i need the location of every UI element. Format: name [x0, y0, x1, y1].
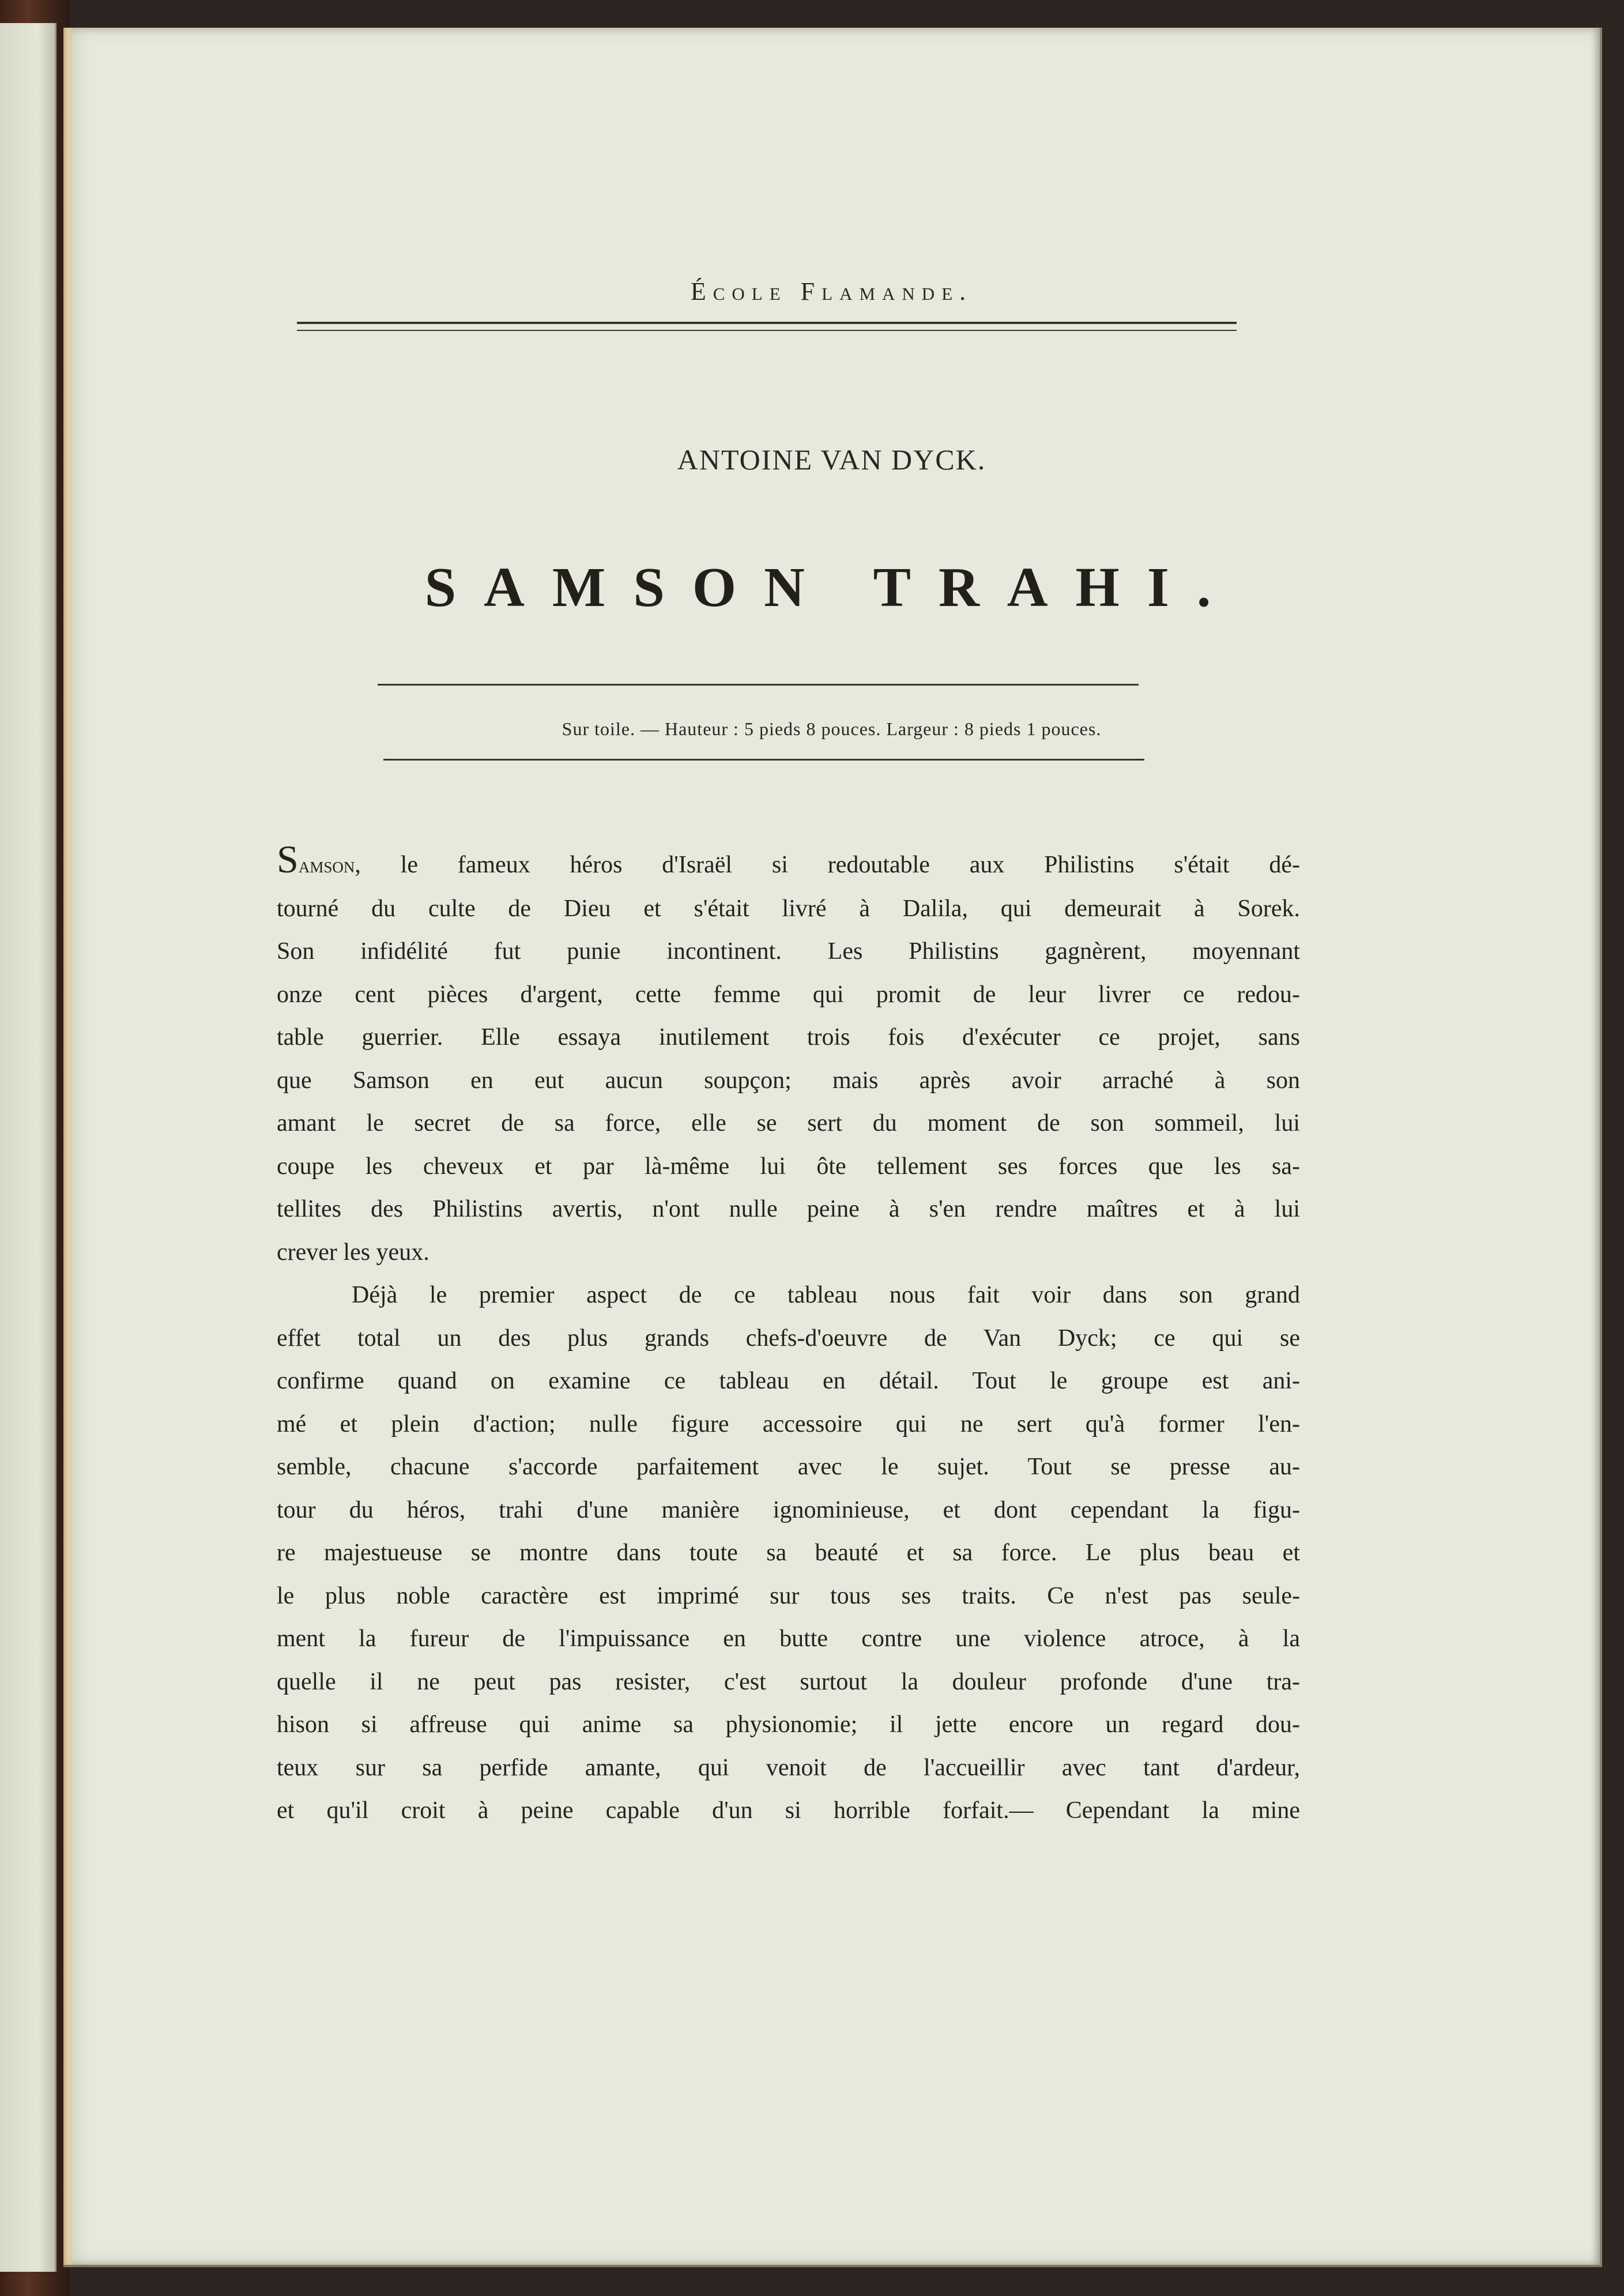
artwork-dimensions: Sur toile. — Hauteur : 5 pieds 8 pouces. Largeur : 8 pieds 1 pouces.: [562, 718, 1102, 739]
text-line: ment la fureur de l'impuissance en butte contre une violence atroce, à la: [277, 1625, 1300, 1652]
text-line: le plus noble caractère est imprimé sur tous ses traits. Ce n'est pas seule-: [277, 1582, 1300, 1609]
text-line: table guerrier. Elle essaya inutilement trois fois d'exécuter ce projet, sans: [277, 1024, 1300, 1051]
previous-page-edge: [0, 23, 56, 2272]
lead-word: amson: [298, 853, 355, 878]
author-name: ANTOINE VAN DYCK.: [677, 443, 986, 476]
page-gilt-edge: [63, 28, 71, 2265]
text-line: teux sur sa perfide amante, qui venoit de l'accueillir avec tant d'ardeur,: [277, 1754, 1300, 1781]
text-line: Son infidélité fut punie incontinent. Les Philistins gagnèrent, moyennant: [277, 938, 1300, 965]
text-line: effet total un des plus grands chefs-d'oeuvre de Van Dyck; ce qui se: [277, 1324, 1300, 1352]
paragraph-1: [277, 838, 1300, 1274]
text-line: semble, chacune s'accorde parfaitement avec le sujet. Tout se presse au-: [277, 1454, 1300, 1480]
text-line: coupe les cheveux et par là-même lui ôte tellement ses forces que les sa-: [277, 1153, 1300, 1180]
text-line: re majestueuse se montre dans toute sa beauté et sa force. Le plus beau et: [277, 1540, 1300, 1566]
body-text: [277, 838, 1300, 1832]
text-line: Déjà le premier aspect de ce tableau nous fait voir dans son grand: [352, 1282, 1300, 1308]
text-line: hison si affreuse qui anime sa physionomie; il jette encore un regard dou-: [277, 1711, 1300, 1738]
dimensions-top-rule: [378, 684, 1139, 686]
text-line: Samson, le fameux héros d'Israël si redoutable aux Philistins s'était dé-: [277, 837, 1300, 881]
text-line: confirme quand on examine ce tableau en détail. Tout le groupe est ani-: [277, 1368, 1300, 1394]
text-line: tourné du culte de Dieu et s'était livré à Dalila, qui demeurait à Sorek.: [277, 895, 1300, 922]
text-line: quelle il ne peut pas resister, c'est surtout la douleur profonde d'une tra-: [277, 1668, 1300, 1695]
text-line: tour du héros, trahi d'une manière ignominieuse, et dont cependant la figu-: [277, 1496, 1300, 1523]
text-line: crever les yeux.: [277, 1239, 429, 1266]
text-line: onze cent pièces d'argent, cette femme qui promit de leur livrer ce redou-: [277, 981, 1300, 1008]
section-header: École Flamande.: [690, 277, 973, 306]
text-line: amant le secret de sa force, elle se sert du moment de son sommeil, lui: [277, 1110, 1300, 1136]
book-page: [63, 28, 1602, 2267]
dimensions-bottom-rule: [383, 759, 1144, 761]
artwork-title: SAMSON TRAHI.: [424, 556, 1239, 619]
drop-cap: S: [277, 837, 299, 881]
text-line: que Samson en eut aucun soupçon; mais après avoir arraché à son: [277, 1067, 1300, 1094]
paragraph-2: [277, 1274, 1300, 1832]
text-line: tellites des Philistins avertis, n'ont nulle peine à s'en rendre maîtres et à lui: [277, 1196, 1300, 1222]
text-line: mé et plein d'action; nulle figure accessoire qui ne sert qu'à former l'en-: [277, 1410, 1300, 1437]
text-line: et qu'il croit à peine capable d'un si horrible forfait.— Cependant la mine: [277, 1797, 1300, 1824]
header-double-rule: [297, 322, 1237, 331]
